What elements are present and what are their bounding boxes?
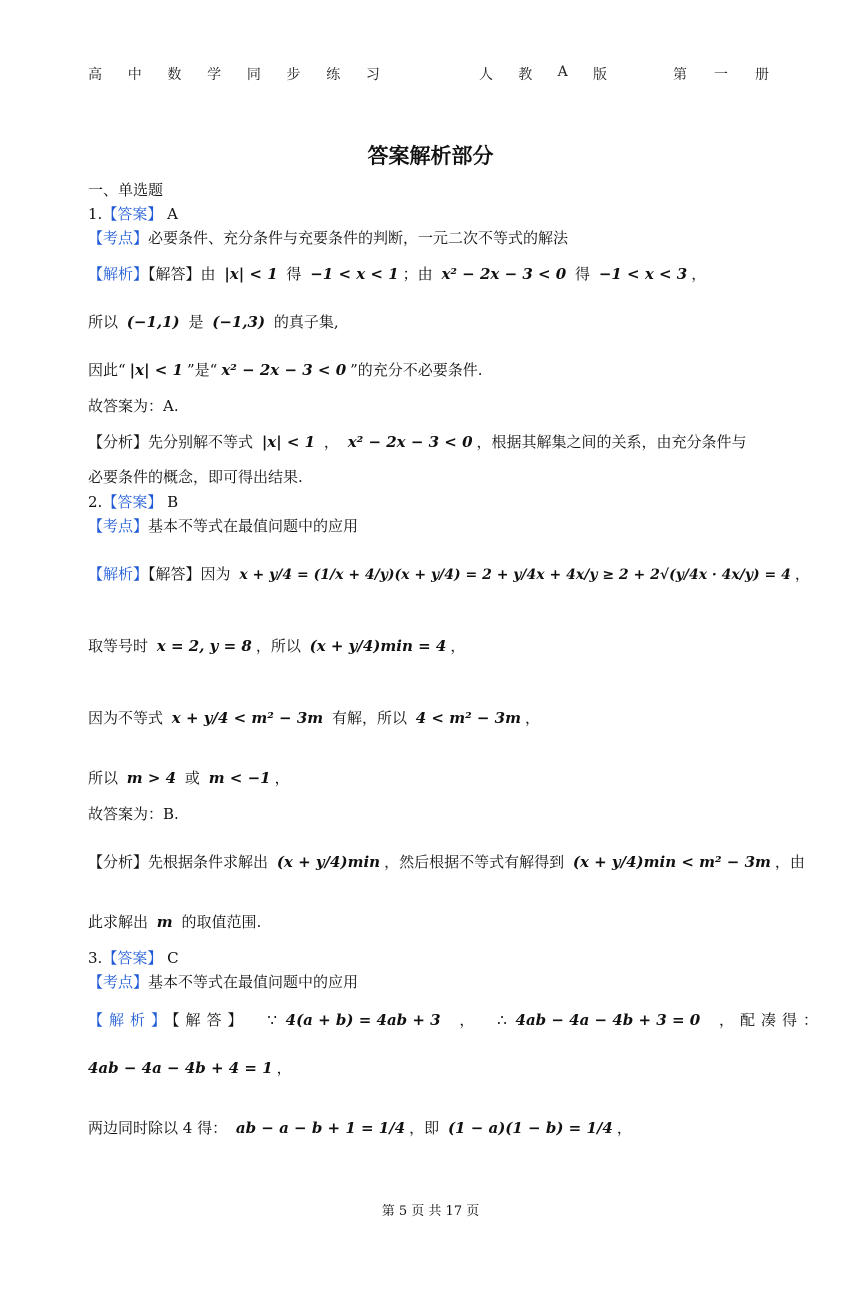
math-expression: 4 < m² − 3m — [415, 709, 521, 727]
text: 两边同时除以 4 得： — [88, 1119, 228, 1137]
math-expression: (x + y/4)min < m² − 3m — [572, 853, 771, 871]
text: ，配凑得： — [718, 1011, 824, 1029]
text: 得 — [575, 265, 591, 283]
text: ，所以 — [255, 637, 301, 655]
q2-solution-line-4 — [88, 768, 290, 788]
keypoint-tag: 【考点】 — [88, 973, 149, 991]
math-expression: ab − a − b + 1 = 1/4 — [235, 1119, 406, 1137]
q1-solution-line-2 — [88, 312, 339, 332]
math-expression: x² − 2x − 3 < 0 — [441, 265, 567, 283]
q1-answer: A — [167, 205, 178, 223]
q3-keypoint: 基本不等式在最值问题中的应用 — [148, 973, 359, 991]
q2-conclusion: 故答案为：B. — [88, 805, 179, 823]
header-char: 一 — [714, 67, 728, 83]
math-expression: (−1,3) — [212, 313, 266, 331]
text: 因为不等式 — [88, 709, 164, 727]
header-left — [88, 64, 380, 84]
page-title: 答案解析部分 — [367, 144, 494, 168]
answer-tag: 【答案】 — [102, 493, 163, 511]
text: ，即 — [409, 1119, 440, 1137]
header-char: 册 — [755, 67, 769, 83]
header-char: 第 — [673, 67, 687, 83]
header-char: 数 — [167, 67, 182, 83]
q2-solution-line-3 — [88, 708, 540, 728]
q2-keypoint: 基本不等式在最值问题中的应用 — [148, 517, 359, 535]
text: ， — [450, 637, 466, 655]
because-symbol: ∵ — [267, 1011, 277, 1029]
q1-solution-line-1 — [88, 264, 706, 284]
keypoint-tag: 【考点】 — [88, 517, 149, 535]
solution-tag: 【解答】 — [148, 565, 201, 583]
q1-keypoint-line — [88, 228, 568, 248]
text: 先分别解不等式 — [148, 433, 254, 451]
q1-number: 1. — [88, 205, 103, 223]
q2-answer: B — [167, 493, 179, 511]
section-heading: 一、单选题 — [88, 181, 164, 199]
header-char: 习 — [365, 67, 380, 83]
math-expression: −1 < x < 1 — [310, 265, 399, 283]
q3-keypoint-line — [88, 972, 358, 992]
math-expression: m > 4 — [126, 769, 177, 787]
solution-tag: 【解答】 — [148, 265, 201, 283]
math-expression: |x| < 1 — [129, 361, 183, 379]
math-expression: |x| < 1 — [224, 265, 278, 283]
math-expression: 4ab − 4a − 4b + 4 = 1 — [88, 1059, 273, 1077]
text: 取等号时 — [88, 637, 149, 655]
text: 此求解出 — [88, 913, 149, 931]
q1-answer-line — [88, 204, 178, 224]
q3-solution-line-1 — [88, 1010, 824, 1030]
q1-keypoint: 必要条件、充分条件与充要条件的判断，一元二次不等式的解法 — [148, 229, 569, 247]
therefore-symbol: ∴ — [497, 1011, 507, 1029]
header-char: 学 — [207, 67, 222, 83]
text: 的真子集, — [273, 313, 339, 331]
text: ， — [459, 1011, 475, 1029]
text: ， — [616, 1119, 632, 1137]
analysis-tag: 【解析】 — [88, 1011, 173, 1029]
q3-number: 3. — [88, 949, 103, 967]
math-expression: m < −1 — [208, 769, 271, 787]
page-footer: 第 5 页 共 17 页 — [381, 1204, 480, 1219]
text: ， — [524, 709, 540, 727]
q2-analysis-line-2 — [88, 912, 261, 932]
text: 所以 — [88, 313, 119, 331]
text: ， — [323, 433, 339, 451]
math-expression: 4ab − 4a − 4b + 3 = 0 — [515, 1011, 701, 1029]
text: ，然后根据不等式有解得到 — [384, 853, 565, 871]
q1-solution-line-3 — [88, 360, 483, 380]
header-char: 步 — [286, 67, 301, 83]
text: ，根据其解集之间的关系，由充分条件与 — [476, 433, 747, 451]
text: ”的充分不必要条件. — [350, 361, 483, 379]
math-expression: x² − 2x − 3 < 0 — [347, 433, 473, 451]
math-expression: |x| < 1 — [261, 433, 316, 451]
q3-answer-line — [88, 948, 179, 968]
text: ， — [691, 265, 707, 283]
header-char: 版 — [592, 67, 607, 83]
text: 的取值范围. — [181, 913, 262, 931]
q1-conclusion: 故答案为：A. — [88, 397, 179, 415]
header-char: 高 — [88, 67, 102, 83]
header-mid — [479, 64, 607, 84]
q2-analysis-line-1 — [88, 852, 805, 872]
text: 有解，所以 — [331, 709, 407, 727]
page-header — [88, 64, 769, 86]
q2-answer-line — [88, 492, 178, 512]
analysis-tag: 【分析】 — [88, 433, 149, 451]
text: ，由 — [774, 853, 805, 871]
header-char: 人 — [479, 67, 493, 83]
math-expression: m — [156, 913, 173, 931]
text: ， — [274, 769, 290, 787]
math-expression: (x + y/4)min — [276, 853, 381, 871]
math-expression: x + y/4 < m² − 3m — [171, 709, 324, 727]
math-expression: −1 < x < 3 — [598, 265, 688, 283]
q3-solution-line-3 — [88, 1118, 632, 1138]
text: 得 — [286, 265, 302, 283]
math-expression: x = 2, y = 8 — [156, 637, 252, 655]
q2-solution-line-1 — [88, 564, 810, 585]
header-char: A — [557, 64, 568, 80]
q1-analysis-line-1 — [88, 432, 747, 452]
math-expression: (1 − a)(1 − b) = 1/4 — [447, 1119, 613, 1137]
text: 所以 — [88, 769, 119, 787]
text: 因此“ — [88, 361, 126, 379]
math-expression: 4(a + b) = 4ab + 3 — [285, 1011, 441, 1029]
q3-answer: C — [167, 949, 179, 967]
header-char: 中 — [127, 67, 142, 83]
header-char: 教 — [518, 67, 533, 83]
answer-tag: 【答案】 — [102, 205, 163, 223]
analysis-tag: 【解析】 — [88, 265, 149, 283]
answer-tag: 【答案】 — [102, 949, 163, 967]
math-expression: x² − 2x − 3 < 0 — [221, 361, 347, 379]
text: ；由 — [402, 265, 433, 283]
text: ， — [794, 565, 810, 583]
q2-solution-line-2 — [88, 636, 465, 656]
text: ， — [276, 1059, 292, 1077]
text: 或 — [184, 769, 200, 787]
text: 由 — [200, 265, 216, 283]
text: 因为 — [200, 565, 231, 583]
header-char: 练 — [326, 67, 341, 83]
analysis-tag: 【分析】 — [88, 853, 149, 871]
math-expression: x + y/4 = (1/x + 4/y)(x + y/4) = 2 + y/4x + 4x/y ≥ 2 + 2√(y/4x · 4x/y) = 4 — [239, 567, 791, 583]
math-expression: (−1,1) — [126, 313, 180, 331]
q2-number: 2. — [88, 493, 103, 511]
q1-analysis-line-2: 必要条件的概念，即可得出结果. — [88, 468, 303, 486]
text: ”是“ — [186, 361, 218, 379]
q2-keypoint-line — [88, 516, 358, 536]
header-right — [673, 64, 769, 84]
text: 先根据条件求解出 — [148, 853, 269, 871]
keypoint-tag: 【考点】 — [88, 229, 149, 247]
math-expression: (x + y/4)min = 4 — [309, 637, 447, 655]
analysis-tag: 【解析】 — [88, 565, 149, 583]
text: 是 — [188, 313, 204, 331]
header-char: 同 — [246, 67, 261, 83]
q3-solution-line-2 — [88, 1058, 292, 1078]
solution-tag: 【解答】 — [172, 1011, 249, 1029]
